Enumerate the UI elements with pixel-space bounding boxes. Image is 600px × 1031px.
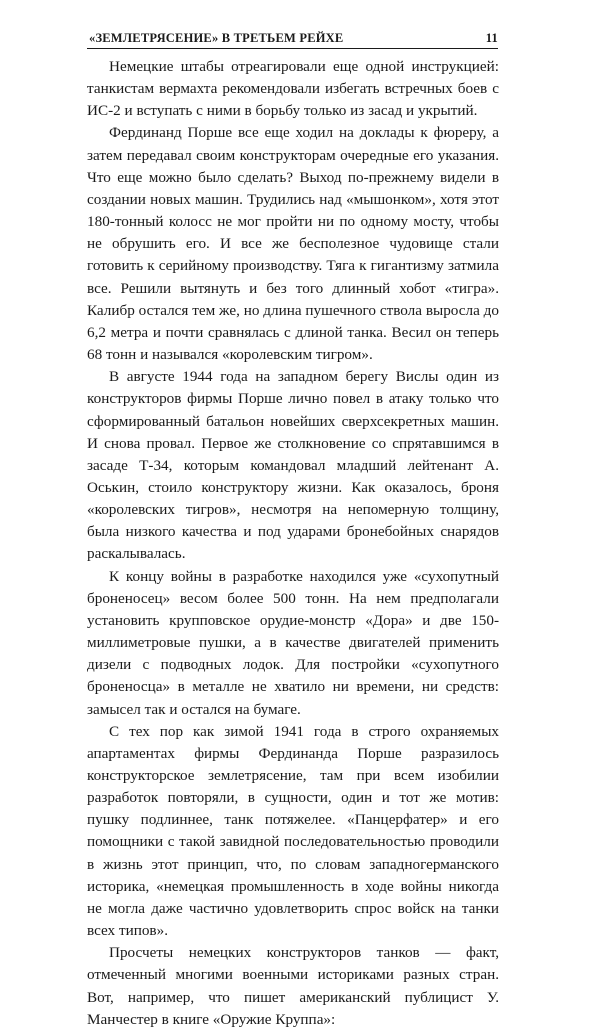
- paragraph: С тех пор как зимой 1941 года в строго охраняемых апартаментах фирмы Фердинанда Порше разразилось конструкторское землетрясение, там при всем изобилии разработок повторяли, в сущности, один и тот же мотив: пушку подлиннее, танк потяжелее. «Панцерфатер» и его помощники с такой завидной последовательностью проводили в жизнь этот принцип, что, по словам западногерманского историка, «немецкая промышленность в ходе войны никогда не могла даже частично удовлетворить спрос войск на танки всех типов».: [87, 722, 499, 940]
- page-number: 11: [485, 31, 498, 45]
- paragraph: В августе 1944 года на западном берегу Вислы один из конструкторов фирмы Порше лично повел в атаку только что сформированный батальон новейших сверхсекретных машин. И снова провал. Первое же столкновение со спрятавшимся в засаде Т-34, которым командовал младший лейтенант А. Оськин, стоило конструктору жизни. Как оказалось, броня «королевских тигров», несмотря на непомерную толщину, была низкого качества и под ударами бронебойных снарядов раскалывалась.: [87, 368, 499, 563]
- paragraph: К концу войны в разработке находился уже «сухопутный броненосец» весом более 500 тонн. На нем предполагали установить крупповское орудие-монстр «Дора» и две 150-миллиметровые пушки, а в качестве двигателей применить дизели с подводных лодок. Для постройки «сухопутного броненосца» в металле не хватило ни времени, ни средств: замысел так и остался на бумаге.: [87, 567, 499, 718]
- running-title: «ЗЕМЛЕТРЯСЕНИЕ» В ТРЕТЬЕМ РЕЙХЕ: [89, 31, 344, 45]
- body-text: [87, 56, 499, 1031]
- paragraph: Фердинанд Порше все еще ходил на доклады к фюреру, а затем передавал своим конструкторам очередные его указания. Что еще можно было сделать? Выход по-прежнему видели в создании новых машин. Трудились над «мышонком», хотя этот 180-тонный колосс не мог пройти ни по одному мосту, чтобы не обрушить его. И все же бесполезное чудовище стали готовить к серийному производству. Тяга к гигантизму затмила все. Решили вытянуть и без того длинный хобот «тигра». Калибр остался тем же, но длина пушечного ствола выросла до 6,2 метра и почти сравнялась с длиной танка. Весил он теперь 68 тонн и назывался «королевским тигром».: [87, 124, 499, 364]
- paragraph: Немецкие штабы отреагировали еще одной инструкцией: танкистам вермахта рекомендовали избегать встречных боев с ИС-2 и вступать с ними в борьбу только из засад и укрытий.: [87, 58, 499, 120]
- running-head: [87, 28, 498, 49]
- paragraph: Просчеты немецких конструкторов танков — факт, отмеченный многими военными историками разных стран. Вот, например, что пишет американский публицист У. Манчестер в книге «Оружие Круппа»:: [87, 944, 499, 1028]
